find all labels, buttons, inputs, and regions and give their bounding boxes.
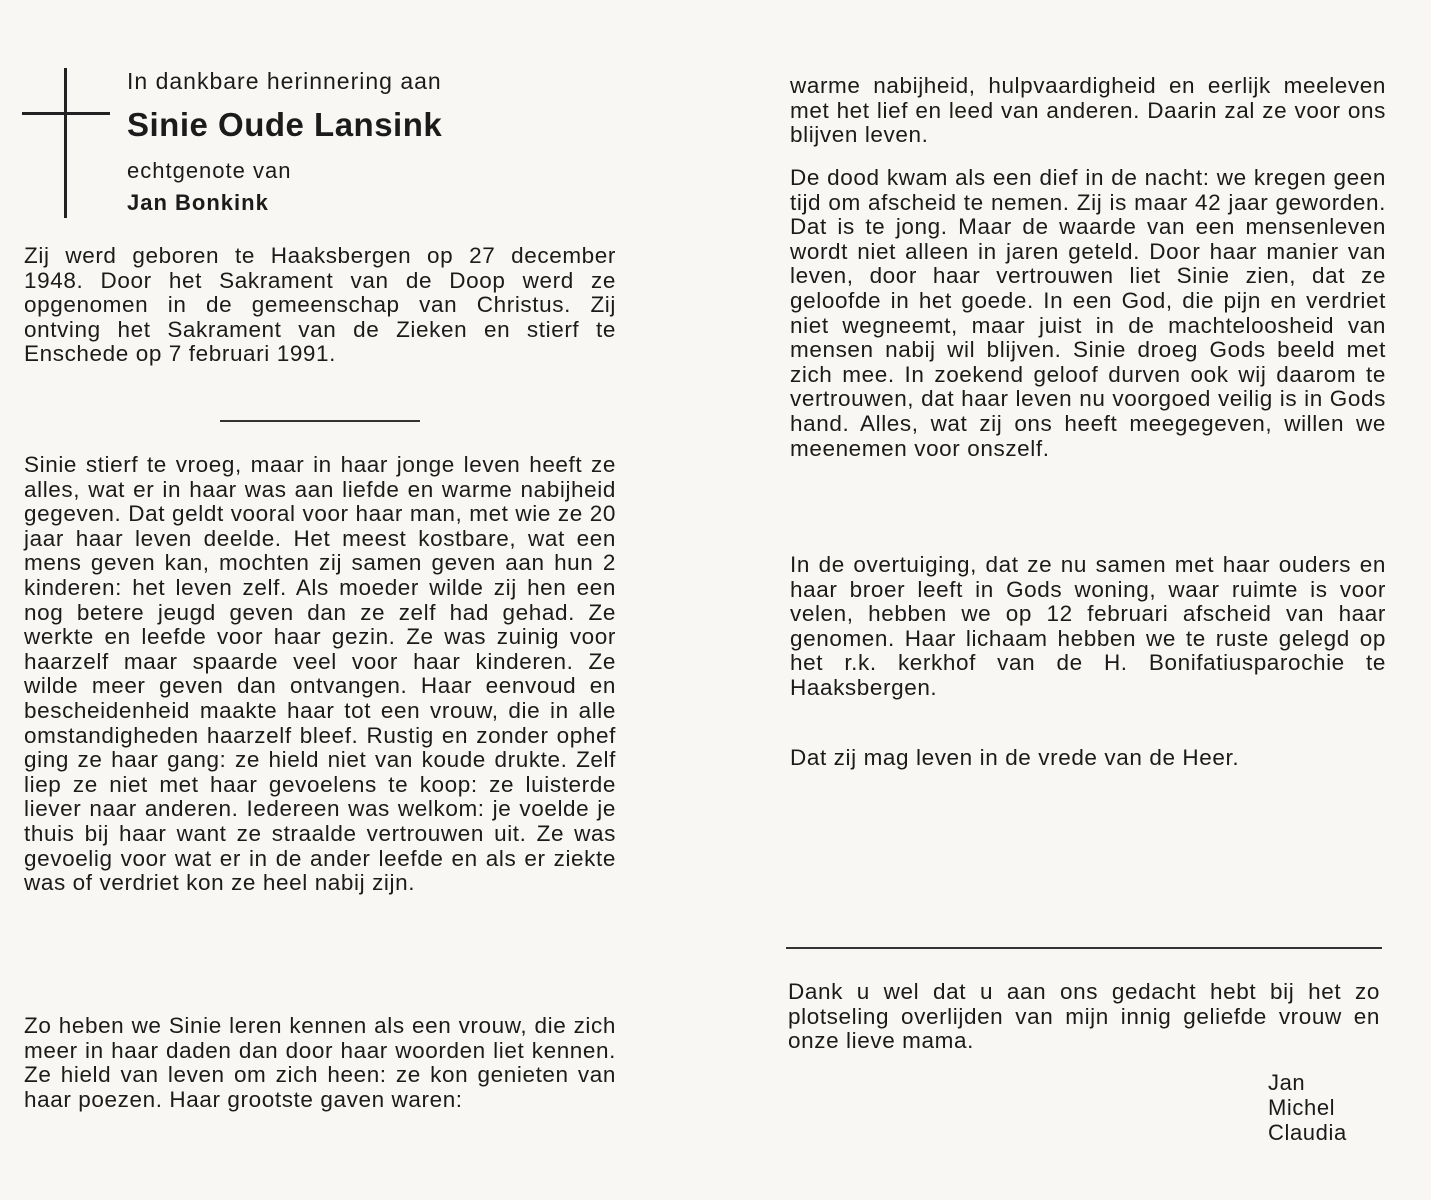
deceased-name: Sinie Oude Lansink [127, 106, 443, 143]
long-divider [786, 947, 1382, 949]
spouse-label: echtgenote van [127, 158, 292, 183]
cross-icon-vertical [64, 68, 67, 218]
death-paragraph: De dood kwam als een dief in de nacht: we kregen geen tijd om afscheid te nemen. Zij is maar 42 jaar geworden. Dat is te jong. Maar de waarde van een mensenleven wordt niet alleen in jaren geteld. Door haar manier van leven, door haar vertrouwen liet Sinie zien, dat ze geloofde in het goede. In een God, die pijn en verdriet niet wegneemt, maar juist in de machteloosheid van mensen nabij wil blijven. Sinie droeg Gods beeld met zich mee. In zoekend geloof durven ook wij daarom te vertrouwen, dat haar leven nu voorgoed veilig is in Gods hand. Alles, wat zij ons heeft meegegeven, willen we meenemen voor onszelf. [790, 165, 1386, 461]
signature-michel: Michel [1268, 1095, 1336, 1120]
burial-paragraph: In de overtuiging, dat ze nu samen met haar ouders en haar broer leeft in Gods woning, waar ruimte is voor velen, hebben we op 12 februari afscheid van haar genomen. Haar lichaam hebben we te ruste gelegd op het r.k. kerkhof van de H. Bonifatiusparochie te Haaksbergen. [790, 552, 1386, 700]
prayer-line: Dat zij mag leven in de vrede van de Heer. [790, 745, 1240, 770]
short-divider [220, 420, 420, 422]
life-paragraph: Sinie stierf te vroeg, maar in haar jonge leven heeft ze alles, wat er in haar was aan liefde en warme nabijheid gegeven. Dat geldt vooral voor haar man, met wie ze 20 jaar haar leven deelde. Het meest kostbare, wat een mens geven kan, mochten zij samen geven aan hun 2 kinderen: het leven zelf. Als moeder wilde zij hen een nog betere jeugd geven dan ze zelf had gehad. Ze werkte en leefde voor haar gezin. Ze was zuinig voor haarzelf maar spaarde veel voor haar kinderen. Ze wilde meer geven dan ontvangen. Haar eenvoud en bescheidenheid maakte haar tot een vrouw, die in alle omstandigheden haarzelf bleef. Rustig en zonder ophef ging ze haar gang: ze hield niet van koude drukte. Zelf liep ze niet met haar gevoelens te koop: ze luisterde liever naar anderen. Iedereen was welkom: je voelde je thuis bij haar want ze straalde vertrouwen uit. Ze was gevoelig voor wat er in de ander leefde en als er ziekte was of verdriet kon ze heel nabij zijn. [24, 452, 616, 896]
signature-claudia: Claudia [1268, 1120, 1347, 1145]
intro-line: In dankbare herinnering aan [127, 68, 442, 94]
thanks-paragraph: Dank u wel dat u aan ons gedacht hebt bij het zo plotseling overlijden van mijn innig geliefde vrouw en onze lieve mama. [788, 979, 1380, 1054]
gifts-paragraph: warme nabijheid, hulpvaardigheid en eerlijk meeleven met het lief en leed van anderen. Daarin zal ze voor ons blijven leven. [790, 73, 1386, 148]
signature-jan: Jan [1268, 1070, 1306, 1095]
cross-icon-horizontal [22, 112, 110, 115]
spouse-name: Jan Bonkink [127, 190, 269, 215]
birth-death-paragraph: Zij werd geboren te Haaksbergen op 27 december 1948. Door het Sakrament van de Doop werd ze opgenomen in de gemeenschap van Christus. Zij ontving het Sakrament van de Zieken en stierf te Enschede op 7 februari 1991. [24, 243, 616, 367]
character-paragraph: Zo heben we Sinie leren kennen als een vrouw, die zich meer in haar daden dan door haar woorden liet kennen. Ze hield van leven om zich heen: ze kon genieten van haar poezen. Haar grootste gaven waren: [24, 1013, 616, 1112]
